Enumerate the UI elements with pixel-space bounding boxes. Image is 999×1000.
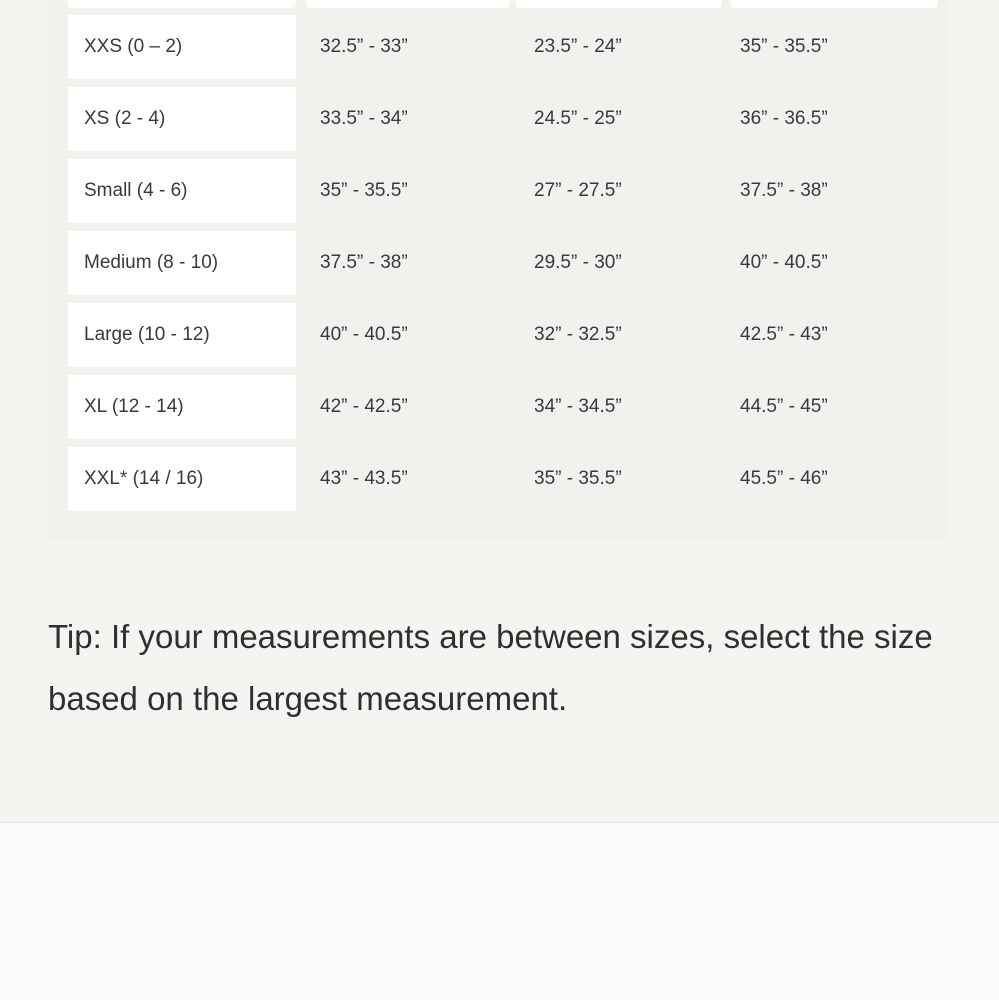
waist-cell: 24.5” - 25” bbox=[534, 108, 622, 129]
size-cell: Medium (8 - 10) bbox=[68, 231, 296, 295]
header-cell-hip bbox=[730, 0, 938, 8]
size-cell: Small (4 - 6) bbox=[68, 159, 296, 223]
table-row bbox=[48, 159, 950, 223]
hip-cell: 40” - 40.5” bbox=[740, 252, 828, 273]
header-cell-bust bbox=[306, 0, 510, 8]
waist-cell: 29.5” - 30” bbox=[534, 252, 622, 273]
waist-cell: 32” - 32.5” bbox=[534, 324, 622, 345]
hip-cell: 42.5” - 43” bbox=[740, 324, 828, 345]
waist-cell: 23.5” - 24” bbox=[534, 36, 622, 57]
table-row bbox=[48, 303, 950, 367]
hip-cell: 37.5” - 38” bbox=[740, 180, 828, 201]
size-cell: XXS (0 – 2) bbox=[68, 15, 296, 79]
waist-cell: 34” - 34.5” bbox=[534, 396, 622, 417]
header-cell-size bbox=[68, 0, 296, 8]
size-cell: XS (2 - 4) bbox=[68, 87, 296, 151]
bust-cell: 37.5” - 38” bbox=[320, 252, 408, 273]
table-row bbox=[48, 87, 950, 151]
hip-cell: 44.5” - 45” bbox=[740, 396, 828, 417]
waist-cell: 27” - 27.5” bbox=[534, 180, 622, 201]
bust-cell: 43” - 43.5” bbox=[320, 468, 408, 489]
bust-cell: 32.5” - 33” bbox=[320, 36, 408, 57]
tip-text: Tip: If your measurements are between sizes, select the size based on the largest measurement. bbox=[48, 618, 933, 717]
size-cell: XXL* (14 / 16) bbox=[68, 447, 296, 511]
hip-cell: 36” - 36.5” bbox=[740, 108, 828, 129]
header-cell-waist bbox=[516, 0, 722, 8]
size-cell: XL (12 - 14) bbox=[68, 375, 296, 439]
bust-cell: 33.5” - 34” bbox=[320, 108, 408, 129]
size-cell: Large (10 - 12) bbox=[68, 303, 296, 367]
waist-cell: 35” - 35.5” bbox=[534, 468, 622, 489]
table-row bbox=[48, 375, 950, 439]
table-row bbox=[48, 447, 950, 511]
hip-cell: 35” - 35.5” bbox=[740, 36, 828, 57]
bust-cell: 40” - 40.5” bbox=[320, 324, 408, 345]
size-chart-table bbox=[48, 0, 950, 538]
bust-cell: 35” - 35.5” bbox=[320, 180, 408, 201]
bust-cell: 42” - 42.5” bbox=[320, 396, 408, 417]
table-row bbox=[48, 231, 950, 295]
bottom-blank-area bbox=[0, 823, 999, 1000]
hip-cell: 45.5” - 46” bbox=[740, 468, 828, 489]
table-row bbox=[48, 15, 950, 79]
